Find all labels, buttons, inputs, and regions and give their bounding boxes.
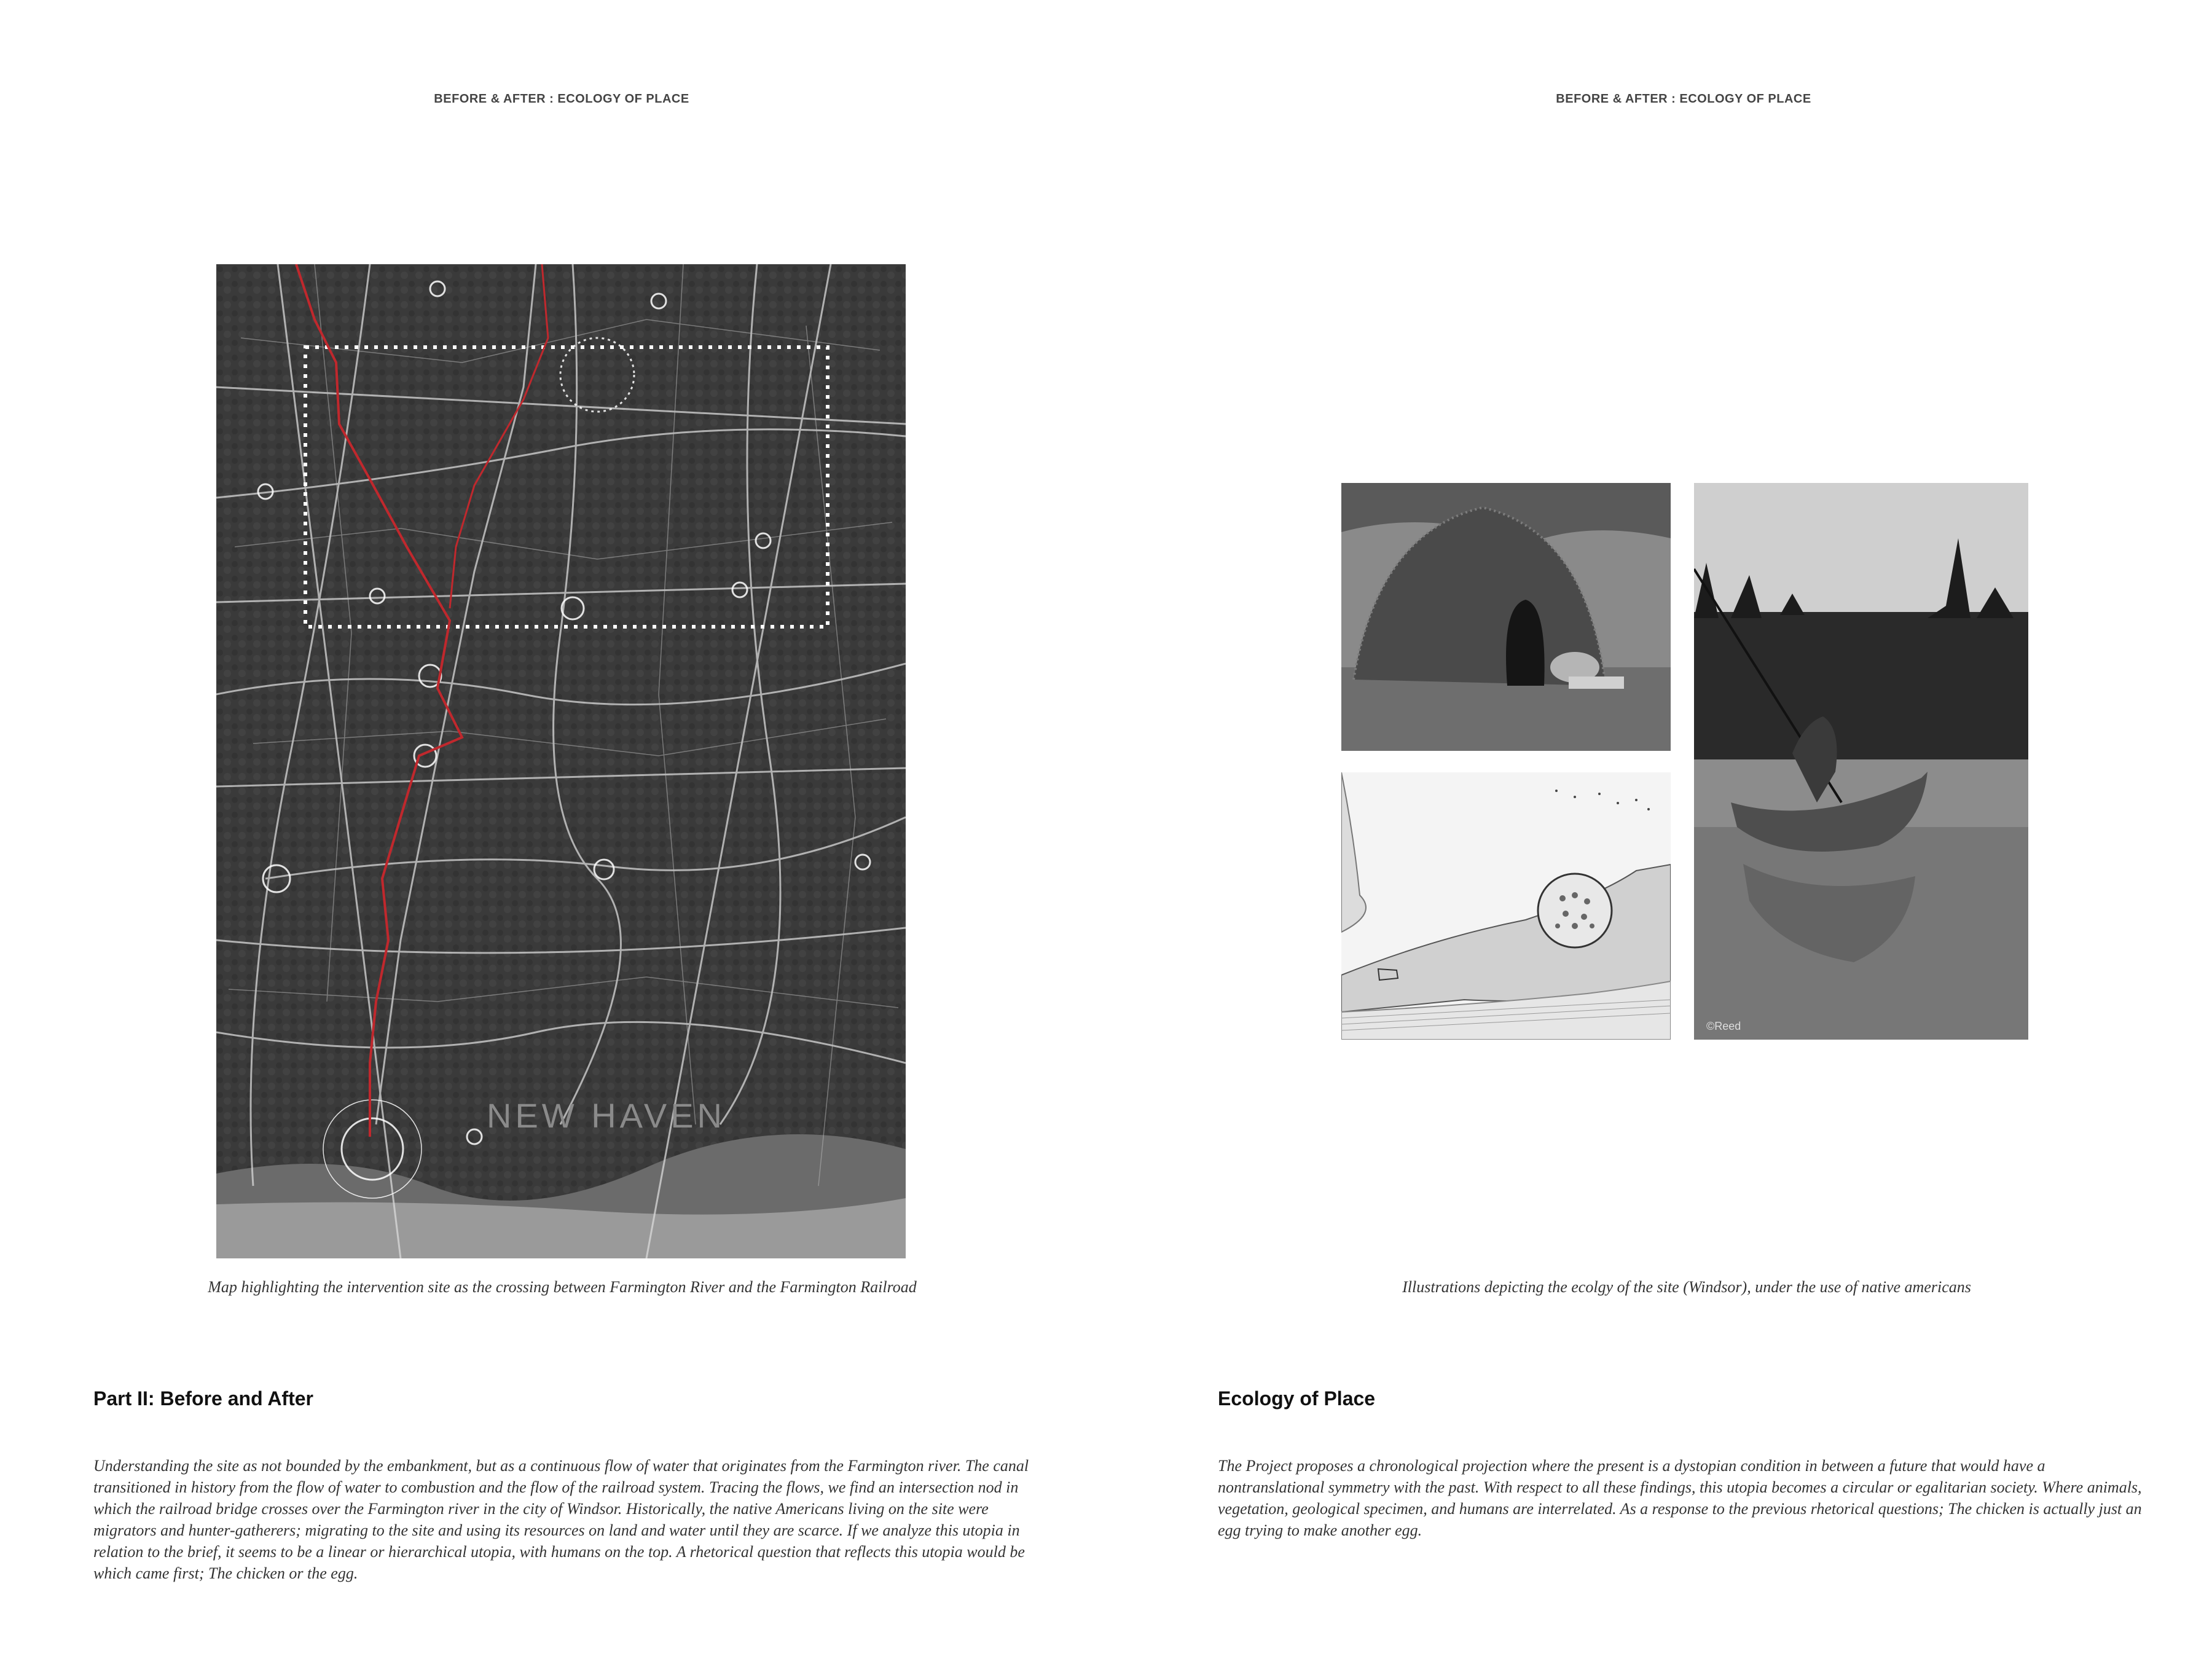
engraving-illustration bbox=[1341, 772, 1671, 1040]
body-paragraph-left: Understanding the site as not bounded by the embankment, but as a continuous flow of water that originates from the Farmington river. The canal transitioned in history from the flow of water to combustion and the flow of the railroad system. Tracing the flows, we find an intersection nod in which the railroad bridge crosses over the Farmington river in the city of Windsor. Historically, the native Americans living on the site were migrators and hunter-gatherers; migrating to the site and using its resources on land and water until they are scarce. If we analyze this utopia in relation to the brief, it seems to be a linear or hierarchical utopia, with humans on the top. A rhetorical question that reflects this utopia would be which came first; The chicken or the egg. bbox=[93, 1457, 1029, 1582]
illustrations-caption: Illustrations depicting the ecolgy of the site (Windsor), under the use of native americans bbox=[1402, 1278, 1971, 1296]
section-title-left: Part II: Before and After bbox=[93, 1387, 313, 1410]
running-header-right: BEFORE & AFTER : ECOLOGY OF PLACE bbox=[1556, 92, 1811, 106]
wigwam-photo bbox=[1341, 483, 1671, 751]
canoe-fishing-photo bbox=[1694, 483, 2028, 1040]
site-map-image bbox=[216, 264, 906, 1258]
map-city-label: NEW HAVEN bbox=[487, 1096, 726, 1135]
running-header-left: BEFORE & AFTER : ECOLOGY OF PLACE bbox=[434, 92, 689, 106]
body-paragraph-right: The Project proposes a chronological projection where the present is a dystopian condition in between a future that would have a nontranslational symmetry with the past. With respect to all these findings, this utopia becomes a circular or egalitarian society. Where animals, vegetation, geological specimen, and humans are interrelated. As a response to the previous rhetorical questions; The chicken is actually just an egg trying to make another egg. bbox=[1218, 1457, 2142, 1539]
map-caption: Map highlighting the intervention site as the crossing between Farmington River and the Farmington Railroad bbox=[208, 1278, 917, 1296]
section-title-right: Ecology of Place bbox=[1218, 1387, 1376, 1410]
photo-credit: ©Reed bbox=[1706, 1020, 1741, 1032]
